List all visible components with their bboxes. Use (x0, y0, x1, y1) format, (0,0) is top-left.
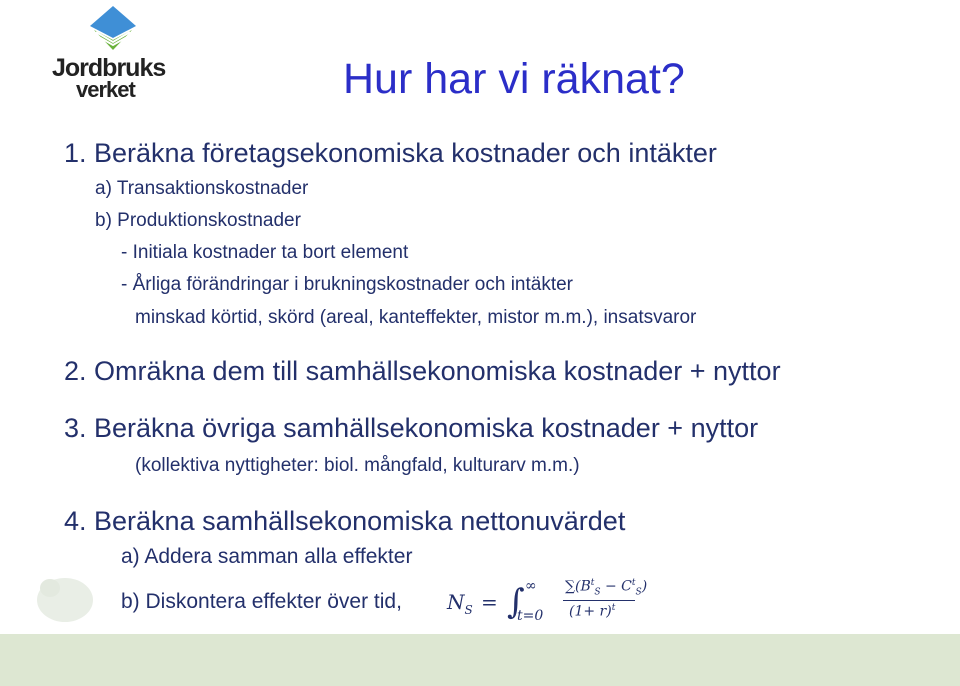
integral-sign: ∫ (507, 582, 525, 622)
formula-denominator: $(1+ r)^t$ (569, 603, 616, 620)
footer-band (0, 634, 960, 686)
item-1a: a) Transaktionskostnader (95, 178, 309, 199)
item-4: 4. Beräkna samhällsekonomiska nettonuvärdet (64, 506, 626, 536)
slide-title: Hur har vi räknat? (343, 55, 685, 103)
integral-lower-limit: t=0 (517, 608, 544, 624)
item-1b-3: minskad körtid, skörd (areal, kanteffekter, mistor m.m.), insatsvaror (135, 307, 697, 328)
sheep-watermark-icon (30, 560, 100, 630)
integral-upper-limit: ∞ (525, 578, 537, 594)
item-1b: b) Produktionskostnader (95, 210, 301, 231)
item-3: 3. Beräkna övriga samhällsekonomiska kostnader + nyttor (64, 413, 759, 443)
item-1b-1: - Initiala kostnader ta bort element (121, 242, 409, 263)
formula-lhs: $N_S$ (447, 590, 473, 617)
item-4a: a) Addera samman alla effekter (121, 545, 413, 568)
item-1b-2: - Årliga förändringar i brukningskostnader och intäkter (121, 274, 574, 295)
item-4b: b) Diskontera effekter över tid, (121, 590, 402, 613)
item-2: 2. Omräkna dem till samhällsekonomiska kostnader + nyttor (64, 356, 781, 386)
logo-text-line2: verket (76, 77, 135, 102)
logo-diamond-icon (88, 4, 138, 54)
fraction-bar (563, 600, 635, 601)
logo-text-line1: Jordbruks (52, 54, 166, 82)
item-3a: (kollektiva nyttigheter: biol. mångfald, kulturarv m.m.) (135, 455, 580, 476)
formula-equals: = (481, 590, 498, 614)
formula-numerator: $\sum(B^t_S - C^t_S)$ (565, 578, 648, 598)
item-1: 1. Beräkna företagsekonomiska kostnader och intäkter (64, 138, 717, 168)
